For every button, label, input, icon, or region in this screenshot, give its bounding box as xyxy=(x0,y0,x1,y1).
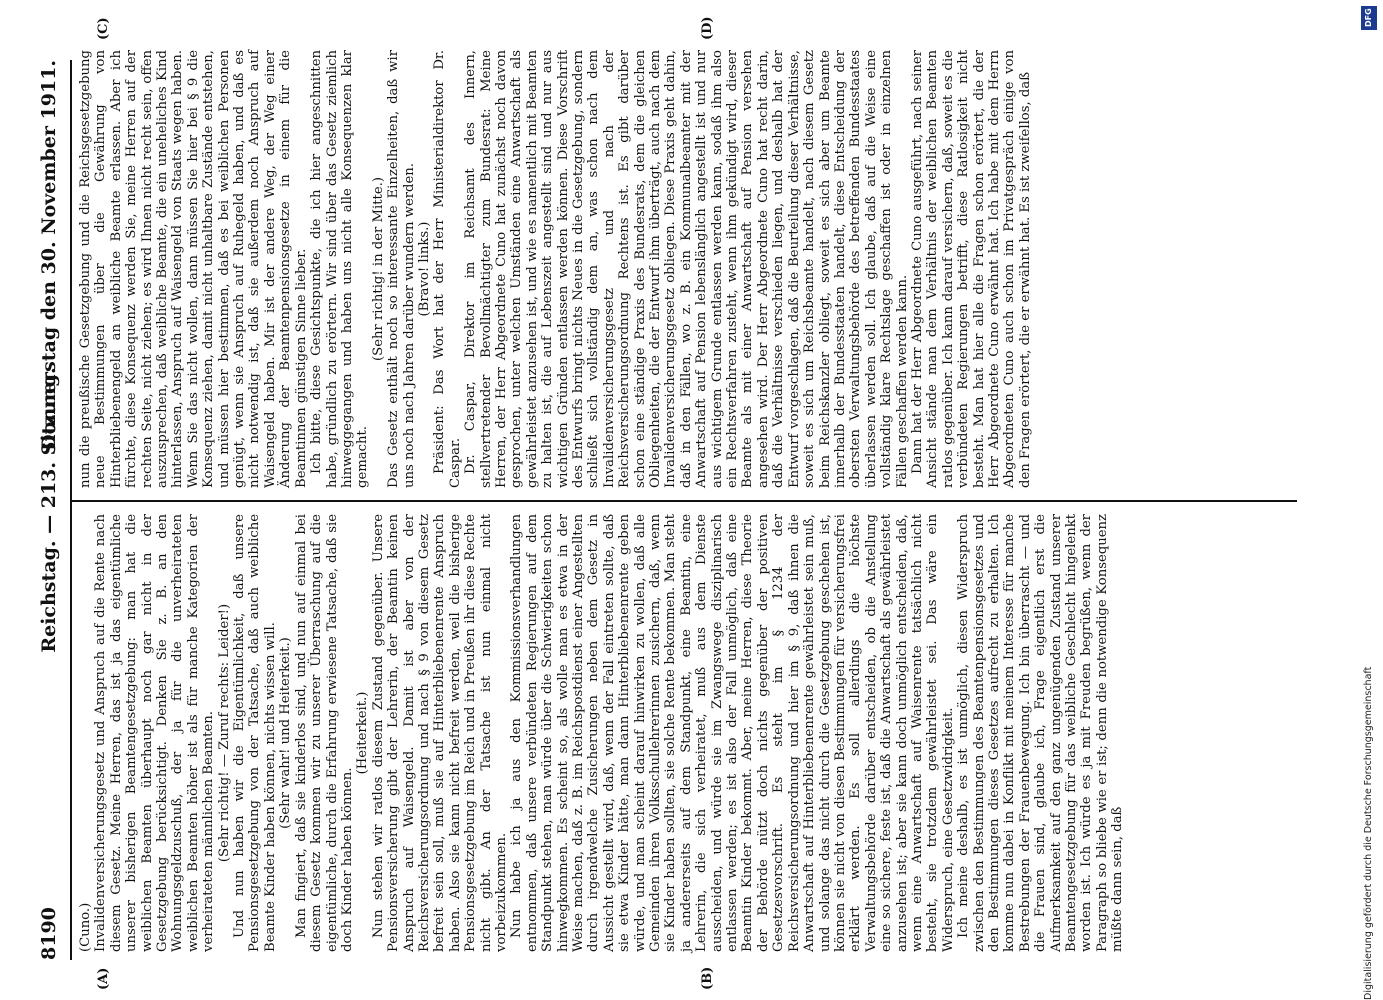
header-rule xyxy=(70,60,72,960)
paragraph: Und nun haben wir die Eigentümlichkeit, daß unsere Pensionsgesetzgebung von der Tatsache, daß auch weibliche Beamte Kinder haben können, nichts wissen will. xyxy=(232,514,278,952)
margin-marker-d: (D) xyxy=(700,16,715,40)
margin-marker-a: (A) xyxy=(96,967,111,990)
page-number: 8190 xyxy=(38,907,60,960)
page-header xyxy=(38,60,68,960)
paragraph: Ich meine deshalb, es ist unmöglich, diesen Widerspruch zwischen den Bestimmungen des Beamtenpensionsgesetzes und den Bestimmungen dieses Gesetzes aufrecht zu erhalten. Ich komme nun dabei in Konflikt mit meinem Interesse für manche Bestrebungen der Frauenbewegung. Ich bin überrascht — und die Frauen sind, glaube ich, Frage eigentlich erst die Aufmerksamkeit auf den ganz ungenügenden Zustand unserer Beamtengesetzgebung für das weibliche Geschlecht hingelenkt worden ist. Ich würde es ja mit Freuden begrüßen, wenn der Paragraph so bliebe wie er ist; denn die notwendige Konsequenz müßte dann sein, daß xyxy=(956,514,1126,952)
president-statement: Präsident: Das Wort hat der Herr Ministerialdirektor Dr. Caspar. xyxy=(432,50,463,488)
margin-marker-c: (C) xyxy=(96,17,111,40)
session-title: Reichstag. — 213. Sitzung. xyxy=(38,367,60,653)
digitization-note: Digitalisierung gefördert durch die Deutsche Forschungsgemeinschaft xyxy=(1363,666,1374,1000)
right-column xyxy=(78,50,1033,488)
dfg-logo: DFG xyxy=(1361,6,1377,30)
paragraph: Nun stehen wir ratlos diesem Zustand gegenüber. Unsere Pensionsversicherung gibt der Lehrerin, der Beamtin keinen Anspruch auf Waisengeld. Damit ist aber von der Reichsversicherungsordnung und nach § 9 von diesem Gesetz befreit sein soll, muß sie auf Hinterbliebenenrente Anspruch haben. Also sie kann nicht befreit werden, weil die bisherige Pensionsgesetzgebung im Reich und in Preußen ihr diese Rechte nicht gibt. An der Tatsache ist nun einmal nicht vorbeizukommen. xyxy=(370,514,509,952)
interjection: (Bravo! links.) xyxy=(416,221,432,317)
paragraph: Das Gesetz enthält noch so interessante Einzelheiten, daß wir uns noch nach Jahren darüber wundern werden. xyxy=(386,50,417,488)
paragraph: Ich bitte, diese Gesichtspunkte, die ich hier angeschnitten habe, gründlich zu erörtern. Wir sind über das Gesetz ziemlich hinweggegangen und haben uns nicht alle Konsequenzen klar gemacht. xyxy=(309,50,371,488)
speaker-tag: (Cuno.) xyxy=(78,902,93,952)
paragraph: nun die preußische Gesetzgebung und die Reichsgesetzgebung neue Bestimmungen über die Gewährung von Hinterbliebenengeld an weibliche Beamte erlassen. Aber ich fürchte, diese Konsequenz werden Sie, meine Herren auf der rechten Seite, nicht ziehen; es wird Ihnen nicht recht sein, offen auszusprechen, daß weibliche Beamte, die ein uneheliches Kind hinterlassen, Anspruch auf Waisengeld von Staats wegen haben. Wenn Sie das nicht wollen, dann müssen Sie hier bei § 9 die Konsequenz ziehen, damit nicht unhaltbare Zustände entstehen, und müssen hier bestimmen, daß es bei weiblichen Personen genügt, wenn sie Anspruch auf Ruhegeld haben, und daß es nicht notwendig ist, daß sie außerdem noch Anspruch auf Waisengeld haben. Mir ist der andere Weg, der Weg einer Änderung der Beamtenpensionsgesetze in einem für die Beamtinnen günstigen Sinne lieber. xyxy=(78,50,309,488)
paragraph: Dr. Caspar, Direktor im Reichsamt des Innern, stellvertretender Bevollmächtigter zum Bundesrat: Meine Herren, der Herr Abgeordnete Cuno hat zunächst noch davon gesprochen, unter welchen Umständen eine Anwartschaft als gewährleistet anzusehen ist, und wie es namentlich mit Beamten zu halten ist, die auf Lebenszeit angestellt sind und nur aus wichtigen Gründen entlassen werden können. Diese Vorschrift des Entwurfs bringt nichts Neues in die Gesetzgebung, sondern schließt sich vollständig dem an, was schon nach dem Invalidenversicherungsgesetz und nach der Reichsversicherungsordnung Rechtens ist. Es gibt darüber schon eine ständige Praxis des Bundesrats, dem die gleichen Obliegenheiten, die der Entwurf ihm überträgt, auch nach dem Invalidenversicherungsgesetz obliegen. Diese Praxis geht dahin, daß in den Fällen, wo z. B. ein Kommunalbeamter mit der Anwartschaft auf Pension lebenslänglich angestellt ist und nur aus wichtigem Grunde entlassen werden kann, sodaß ihm also ein Rechtsverfahren zusteht, wenn ihm gekündigt wird, dieser Beamte als mit einer Anwartschaft auf Pension versehen angesehen wird. Der Herr Abgeordnete Cuno hat recht darin, daß die Verhältnisse verschieden liegen, und deshalb hat der Entwurf vorgeschlagen, daß die Beurteilung dieser Verhältnisse, soweit es sich um Reichsbeamte handelt, nach diesem Gesetz beim Reichskanzler obliegt, soweit es sich aber um Beamte innerhalb der Bundesstaaten handelt, diese Entscheidung der obersten Verwaltungsbehörde des betreffenden Bundesstaates überlassen werden soll. Ich glaube, daß auf die Weise eine vollständig klare Rechtslage geschaffen ist oder in einzelnen Fällen geschaffen werden kann. xyxy=(463,50,910,488)
paragraph: Nun habe ich ja aus den Kommissionsverhandlungen entnommen, daß unsere verbündeten Regierungen auf dem Standpunkt stehen, man würde über die Schwierigkeiten schon hinwegkommen. Es scheint so, als wolle man es etwa in der Weise machen, daß z. B. im Reichspostdienst einer Angestellten durch irgendwelche Zusicherungen neben dem Gesetz in Aussicht gestellt wird, daß, wenn der Fall eintreten sollte, daß sie etwa Kinder hätte, man dann Hinterbliebenenrente geben würde, und man scheint darauf hinwirken zu wollen, daß alle Gemeinden ihren Volksschullehrerinnen zusichern, daß, wenn sie Kinder haben sollten, sie solche Rente bekommen. Man steht ja andererseits auf dem Standpunkt, eine Beamtin, eine Lehrerin, die sich verheiratet, muß aus dem Dienste ausscheiden, und würde sie im Zwangswege disziplinarisch entlassen werden; es ist also der Fall unmöglich, daß eine Beamtin Kinder bekommt. Aber, meine Herren, diese Theorie der Behörde nützt doch nichts gegenüber der positiven Gesetzesvorschrift. Es steht im § 1234 der Reichsversicherungsordnung und hier im § 9, daß ihnen die Anwartschaft auf Hinterbliebenenrente gewährleistet sein muß, und solange das nicht durch die Gesetzgebung geschehen ist, können sie nicht von diesen Bestimmungen für versicherungsfrei erklärt werden. Es soll allerdings die höchste Verwaltungsbehörde darüber entscheiden, ob die Anstellung eine so sichere, feste ist, daß die Anwartschaft als gewährleistet anzusehen ist; aber sie kann doch unmöglich entscheiden, daß, wenn eine Anwartschaft auf Waisenrente tatsächlich nicht besteht, sie trotzdem gewährleistet sei. Das wäre ein Widerspruch, eine Gesetzwidrigkeit. xyxy=(509,514,956,952)
interjection: (Sehr richtig! — Zuruf rechts: Leider!) xyxy=(216,603,232,863)
column-divider xyxy=(72,500,1297,502)
left-column xyxy=(78,514,1126,952)
interjection: (Sehr richtig! in der Mitte.) xyxy=(370,177,386,361)
margin-marker-b: (B) xyxy=(700,966,715,990)
paragraph: Dann hat der Herr Abgeordnete Cuno ausgeführt, nach seiner Ansicht stände man dem Verhältnis der weiblichen Beamten ratlos gegenüber. Ich kann darauf versichern, daß, soweit es die verbündeten Regierungen betrifft, diese Ratlosigkeit nicht besteht. Man hat hier alle die Fragen schon erörtert, die der Herr Abgeordnete Cuno erwähnt hat. Ich habe mit dem Herrn Abgeordneten Cuno auch schon im Privatgespräch einige von den Fragen erörtert, die er erwähnt hat. Es ist zweifellos, daß xyxy=(909,50,1033,488)
interjection: (Heiterkeit.) xyxy=(355,691,371,775)
paragraph: Invalidenversicherungsgesetz und Anspruch auf die Rente nach diesem Gesetz. Meine Herren, das ist ja das eigentümliche unserer bisherigen Beamtengesetzgebung: man hat die weiblichen Beamten überhaupt noch gar nicht in der Gesetzgebung berücksichtigt. Denken Sie z. B. an den Wohnungsgeldzuschuß, der ja für die unverheirateten weiblichen Beamten höher ist als für manche Kategorien der verheirateten männlichen Beamten. xyxy=(93,514,217,952)
interjection: (Sehr wahr! und Heiterkeit.) xyxy=(278,637,294,829)
paragraph: Man fingiert, daß sie kinderlos sind, und nun auf einmal bei diesem Gesetz kommen wir zu unserer Überraschung auf die eigentümliche, durch die Erfahrung erwiesene Tatsache, daß sie doch Kinder haben können. xyxy=(293,514,355,952)
session-date: Donnerstag den 30. November 1911. xyxy=(38,60,60,451)
